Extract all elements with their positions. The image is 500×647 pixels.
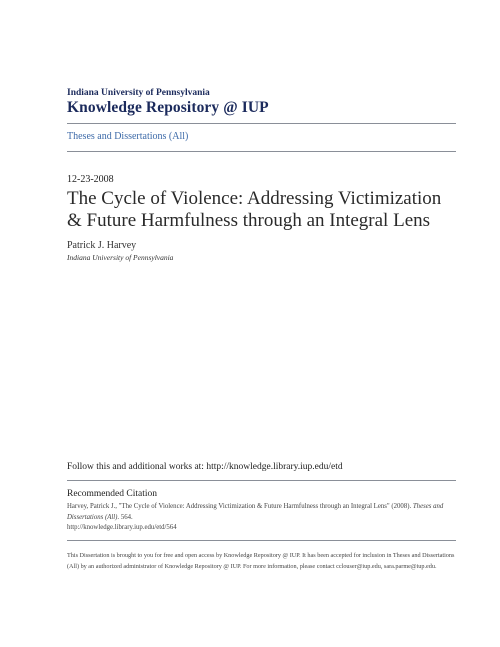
document-title: The Cycle of Violence: Addressing Victimization & Future Harmfulness through an Integral Lens xyxy=(67,188,442,231)
notice-text: This Dissertation is brought to you for free and open access by Knowledge Repository @ IUP. It has been accepted for inclusion in Theses and Dissertations (All) by an authorized administrator of Knowledge Repository @ IUP. For more information, please contact xyxy=(67,552,455,570)
access-notice xyxy=(67,550,456,572)
follow-text: Follow this and additional works at: xyxy=(67,462,207,472)
citation-url[interactable]: http://knowledge.library.iup.edu/etd/564 xyxy=(67,524,177,531)
citation-divider xyxy=(67,540,456,541)
publication-date: 12-23-2008 xyxy=(67,174,114,185)
follow-line xyxy=(67,462,456,472)
series-link[interactable]: Theses and Dissertations (All) xyxy=(67,131,189,142)
series-divider xyxy=(67,151,456,152)
follow-divider xyxy=(67,480,456,481)
repository-name[interactable]: Knowledge Repository @ IUP xyxy=(67,99,269,116)
citation-number: . 564. xyxy=(117,513,133,521)
header-divider xyxy=(67,123,456,124)
citation-series: Theses and Dissertations (All) xyxy=(67,503,444,521)
institution-name: Indiana University of Pennsylvania xyxy=(67,88,210,98)
citation-block xyxy=(67,502,456,534)
etd-link[interactable]: http://knowledge.library.iup.edu/etd xyxy=(206,462,343,472)
notice-end: . xyxy=(434,563,437,570)
contact-emails[interactable]: cclouser@iup.edu, sara.parme@iup.edu xyxy=(336,563,435,570)
author-affiliation: Indiana University of Pennsylvania xyxy=(67,253,174,262)
author-name: Patrick J. Harvey xyxy=(67,240,137,251)
citation-heading: Recommended Citation xyxy=(67,489,157,499)
citation-text: Harvey, Patrick J., "The Cycle of Violence: Addressing Victimization & Future Harmfulness through an Integral Lens" (2008). xyxy=(67,503,413,510)
